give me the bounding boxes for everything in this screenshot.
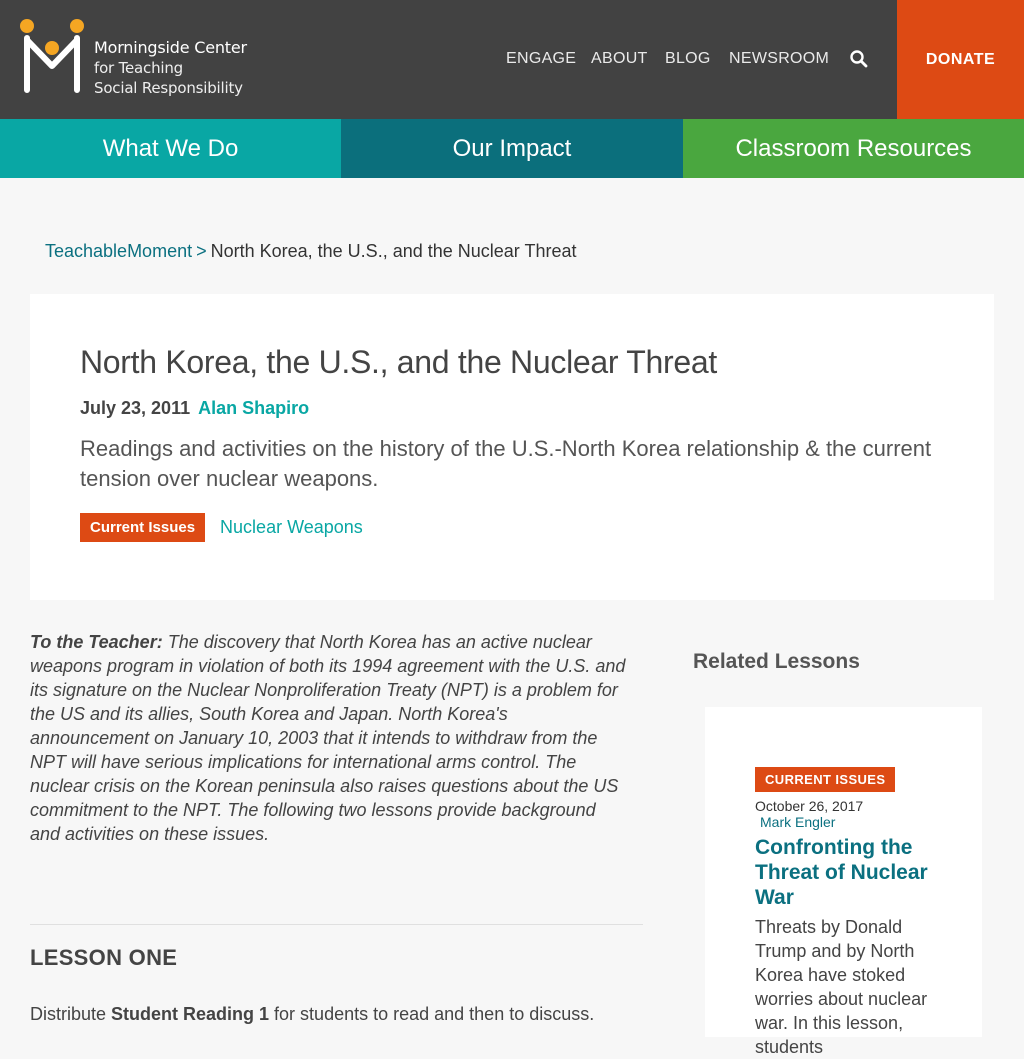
logo-line-3: Social Responsibility (94, 79, 243, 97)
teacher-intro-lead: To the Teacher: (30, 632, 163, 652)
nav-about[interactable]: ABOUT (591, 50, 648, 67)
article-meta (80, 398, 309, 419)
site-header (0, 0, 1024, 119)
lesson-instructions-post: for students to read and then to discuss. (269, 1004, 595, 1024)
search-icon[interactable] (849, 49, 869, 69)
article-author-link[interactable]: Alan Shapiro (198, 398, 310, 418)
logo-line-2: for Teaching (94, 59, 183, 77)
lesson-instructions (30, 1004, 594, 1025)
student-reading-label: Student Reading 1 (111, 1004, 270, 1024)
page-title: North Korea, the U.S., and the Nuclear Threat (80, 344, 717, 380)
breadcrumb-separator: > (196, 241, 207, 261)
logo-text (94, 38, 247, 98)
section-classroom-resources[interactable]: Classroom Resources (683, 119, 1024, 178)
nav-blog[interactable]: BLOG (665, 50, 711, 67)
article-header-card (30, 294, 994, 600)
nav-newsroom[interactable]: NEWSROOM (729, 50, 830, 67)
category-badge[interactable]: Current Issues (80, 513, 205, 542)
article-tags (80, 513, 363, 542)
article-summary: Readings and activities on the history of the U.S.-North Korea relationship & the current tension over nuclear weapons. (80, 436, 932, 491)
morningside-logo-icon (18, 18, 86, 96)
logo-line-1: Morningside Center (94, 38, 247, 57)
breadcrumb (45, 241, 576, 262)
tag-link[interactable]: Nuclear Weapons (220, 517, 363, 537)
teacher-intro (30, 630, 630, 846)
breadcrumb-current: North Korea, the U.S., and the Nuclear Threat (210, 241, 577, 261)
related-excerpt: Threats by Donald Trump and by North Korea have stoked worries about nuclear war. In this lesson, students (755, 917, 928, 1057)
related-author-link[interactable]: Mark Engler (760, 814, 836, 830)
site-logo[interactable] (18, 18, 248, 98)
lesson-heading: LESSON ONE (30, 945, 178, 970)
related-lessons-heading: Related Lessons (693, 650, 860, 673)
related-lesson-card[interactable] (705, 707, 982, 1057)
related-date: October 26, 2017 (755, 798, 864, 814)
related-category-badge[interactable]: CURRENT ISSUES (755, 767, 895, 792)
section-what-we-do[interactable]: What We Do (0, 119, 341, 178)
nav-engage[interactable]: ENGAGE (506, 50, 577, 67)
section-our-impact[interactable]: Our Impact (341, 119, 683, 178)
teacher-intro-text: The discovery that North Korea has an active nuclear weapons program in violation of both its 1994 agreement with the U.S. and its signature on the Nuclear Nonproliferation Treaty (NPT) is a problem for the US and its allies, South Korea and Japan. North Korea's announcement on January 10, 2003 that it intends to withdraw from the NPT will have serious implications for international arms control. The nuclear crisis on the Korean peninsula also raises questions about the US commitment to the NPT. The following two lessons provide background and activities on these issues. (30, 632, 626, 844)
section-nav (0, 119, 1024, 178)
donate-button[interactable]: DONATE (897, 0, 1024, 119)
article-date: July 23, 2011 (80, 398, 191, 418)
breadcrumb-parent[interactable]: TeachableMoment (45, 241, 193, 261)
divider (30, 924, 643, 925)
related-title-link[interactable]: Confronting the Threat of Nuclear War (755, 836, 928, 909)
lesson-instructions-pre: Distribute (30, 1004, 112, 1024)
